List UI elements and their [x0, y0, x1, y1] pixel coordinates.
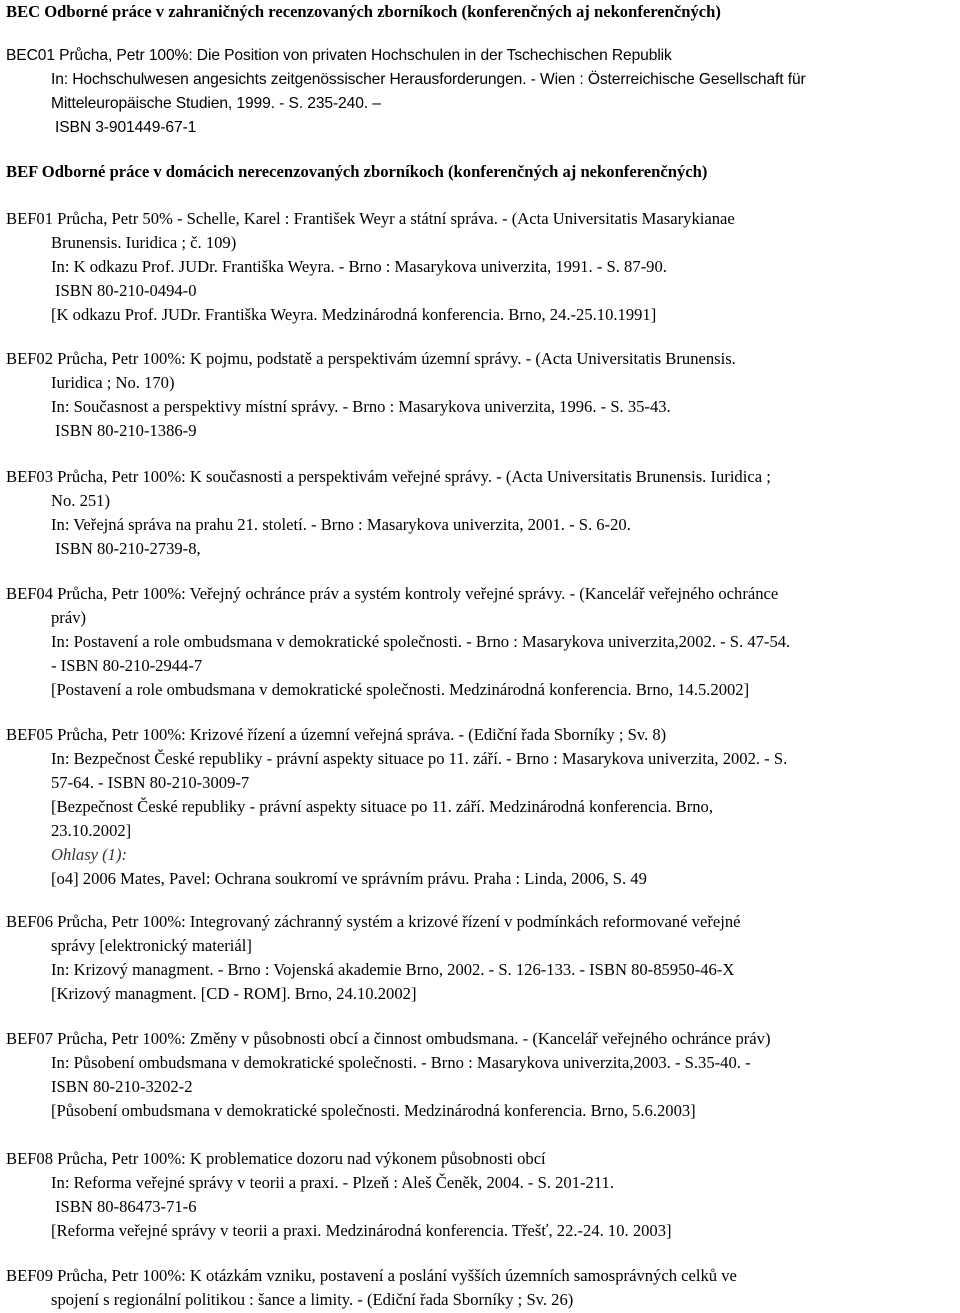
- entry-line: [Krizový managment. [CD - ROM]. Brno, 24.10.2002]: [51, 984, 417, 1003]
- entry-line: BEF09 Průcha, Petr 100%: K otázkám vzniku, postavení a poslání vyšších územních samosprávných celků ve: [6, 1266, 737, 1285]
- entry-line: BEF06 Průcha, Petr 100%: Integrovaný záchranný systém a krizové řízení v podmínkách reformované veřejné: [6, 912, 741, 931]
- citations-label: Ohlasy (1):: [51, 845, 128, 864]
- entry-line: BEF03 Průcha, Petr 100%: K současnosti a perspektivám veřejné správy. - (Acta Universitatis Brunensis. Iuridica ;: [6, 467, 771, 486]
- entry-line: 57-64. - ISBN 80-210-3009-7: [51, 773, 250, 792]
- entry-line: In: Reforma veřejné správy v teorii a praxi. - Plzeň : Aleš Čeněk, 2004. - S. 201-211.: [51, 1173, 614, 1192]
- entry-line: BEF04 Průcha, Petr 100%: Veřejný ochránce práv a systém kontroly veřejné správy. - (Kancelář veřejného ochránce: [6, 584, 779, 603]
- entry-line: práv): [51, 608, 87, 627]
- entry-line: ISBN 80-210-1386-9: [55, 421, 197, 440]
- entry-line: - ISBN 80-210-2944-7: [51, 656, 203, 675]
- entry-line: No. 251): [51, 491, 110, 510]
- entry-bef07: [6, 1027, 956, 1123]
- entry-line: In: Působení ombudsmana v demokratické společnosti. - Brno : Masarykova univerzita,2003. - S.35-40. -: [51, 1053, 751, 1072]
- entry-line: Mitteleuropäische Studien, 1999. - S. 235-240. –: [51, 95, 381, 112]
- entry-bec01: [6, 44, 956, 140]
- entry-line: [Působení ombudsmana v demokratické společnosti. Medzinárodná konferencia. Brno, 5.6.2003]: [51, 1101, 696, 1120]
- entry-bef02: [6, 347, 956, 443]
- entry-bef09: [6, 1264, 956, 1312]
- entry-line: [Postavení a role ombudsmana v demokratické společnosti. Medzinárodná konferencia. Brno, 14.5.2002]: [51, 680, 750, 699]
- entry-line: BEF08 Průcha, Petr 100%: K problematice dozoru nad výkonem působnosti obcí: [6, 1149, 546, 1168]
- entry-line: [Reforma veřejné správy v teorii a praxi. Medzinárodná konferencia. Třešť, 22.-24. 10. 2003]: [51, 1221, 672, 1240]
- entry-line: In: Hochschulwesen angesichts zeitgenössischer Herausforderungen. - Wien : Österreichische Gesellschaft für: [51, 71, 806, 88]
- entry-line: 23.10.2002]: [51, 821, 132, 840]
- entry-line: ISBN 80-210-0494-0: [55, 281, 197, 300]
- entry-line: BEF05 Průcha, Petr 100%: Krizové řízení a územní veřejná správa. - (Ediční řada Sborníky ; Sv. 8): [6, 725, 667, 744]
- entry-line: ISBN 80-210-2739-8,: [55, 539, 201, 558]
- entry-line: ISBN 80-86473-71-6: [55, 1197, 197, 1216]
- entry-bef08: [6, 1147, 956, 1243]
- section-heading-bec: BEC Odborné práce v zahraničných recenzovaných zborníkoch (konferenčných aj nekonferenčných): [6, 2, 721, 21]
- entry-bef04: [6, 582, 956, 702]
- entry-line: Iuridica ; No. 170): [51, 373, 175, 392]
- entry-line: [o4] 2006 Mates, Pavel: Ochrana soukromí ve správním právu. Praha : Linda, 2006, S. 49: [51, 869, 647, 888]
- entry-line: spojení s regionální politikou : šance a limity. - (Ediční řada Sborníky ; Sv. 26): [51, 1290, 574, 1309]
- entry-line: BEC01 Průcha, Petr 100%: Die Position von privaten Hochschulen in der Tschechischen Republik: [6, 47, 672, 64]
- entry-line: ISBN 80-210-3202-2: [51, 1077, 193, 1096]
- entry-line: In: Bezpečnost České republiky - právní aspekty situace po 11. září. - Brno : Masarykova univerzita, 2002. - S.: [51, 749, 788, 768]
- entry-bef01: [6, 207, 956, 327]
- entry-line: In: K odkazu Prof. JUDr. Františka Weyra. - Brno : Masarykova univerzita, 1991. - S. 87-90.: [51, 257, 667, 276]
- entry-line: BEF01 Průcha, Petr 50% - Schelle, Karel : František Weyr a státní správa. - (Acta Universitatis Masarykianae: [6, 209, 735, 228]
- entry-line: [K odkazu Prof. JUDr. Františka Weyra. Medzinárodná konferencia. Brno, 24.-25.10.1991]: [51, 305, 657, 324]
- entry-line: ISBN 3-901449-67-1: [55, 119, 197, 136]
- entry-line: In: Postavení a role ombudsmana v demokratické společnosti. - Brno : Masarykova univerzita,2002. - S. 47-54.: [51, 632, 791, 651]
- entry-line: Brunensis. Iuridica ; č. 109): [51, 233, 237, 252]
- entry-bef05: [6, 723, 956, 891]
- entry-line: In: Krizový managment. - Brno : Vojenská akademie Brno, 2002. - S. 126-133. - ISBN 80-85950-46-X: [51, 960, 735, 979]
- entry-line: In: Současnost a perspektivy místní správy. - Brno : Masarykova univerzita, 1996. - S. 35-43.: [51, 397, 671, 416]
- section-heading-bef: BEF Odborné práce v domácich nerecenzovaných zborníkoch (konferenčných aj nekonferenčných): [6, 162, 708, 181]
- entry-line: In: Veřejná správa na prahu 21. století. - Brno : Masarykova univerzita, 2001. - S. 6-20.: [51, 515, 631, 534]
- entry-bef03: [6, 465, 956, 561]
- entry-bef06: [6, 910, 956, 1006]
- entry-line: [Bezpečnost České republiky - právní aspekty situace po 11. září. Medzinárodná konferencia. Brno,: [51, 797, 713, 816]
- entry-line: BEF07 Průcha, Petr 100%: Změny v působnosti obcí a činnost ombudsmana. - (Kancelář veřejného ochránce práv): [6, 1029, 771, 1048]
- entry-line: BEF02 Průcha, Petr 100%: K pojmu, podstatě a perspektivám územní správy. - (Acta Universitatis Brunensis.: [6, 349, 736, 368]
- entry-line: správy [elektronický materiál]: [51, 936, 252, 955]
